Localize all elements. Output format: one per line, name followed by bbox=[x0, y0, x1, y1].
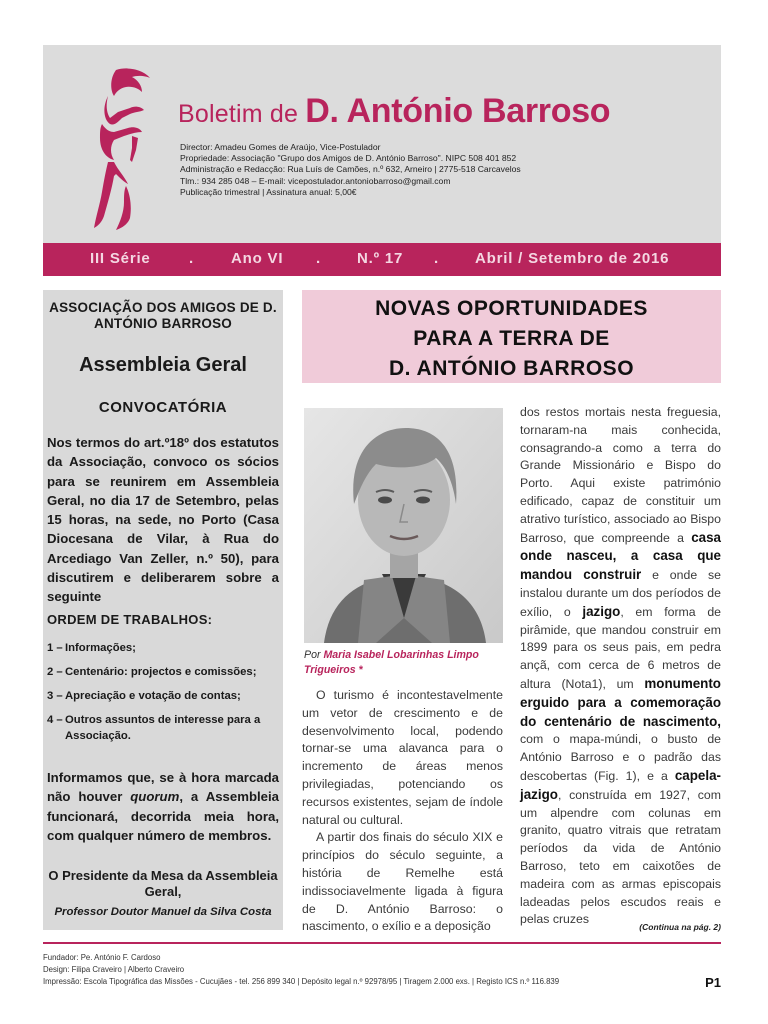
portrait-silhouette-logo bbox=[88, 66, 156, 232]
article-highlight: capela-jazigo bbox=[520, 767, 721, 802]
article-paragraph: O turismo é incontestavelmente um vetor de crescimento e de desenvolvimento local, podendo tornar-se uma alavanca para o incremento de áreas menos privilegiadas, potenciando os recursos existentes, sejam de índole natural ou cultural. bbox=[302, 688, 503, 827]
article-column-1 bbox=[302, 687, 503, 936]
info-subscription: Publicação trimestral | Assinatura anual: 5,00€ bbox=[180, 186, 357, 197]
article-paragraph bbox=[520, 404, 721, 929]
agenda-item-number: 3 – bbox=[47, 690, 63, 702]
byline-author: Maria Isabel Lobarinhas Limpo Trigueiros * bbox=[304, 649, 479, 676]
article-column-2 bbox=[520, 404, 721, 929]
band-year: Ano VI bbox=[231, 250, 284, 267]
footer-divider bbox=[43, 942, 721, 944]
headline-line: D. ANTÓNIO BARROSO bbox=[388, 357, 635, 380]
band-number: N.º 17 bbox=[357, 250, 404, 267]
page-number: P1 bbox=[705, 975, 721, 990]
band-separator: . bbox=[316, 250, 321, 267]
article-highlight: jazigo bbox=[582, 603, 621, 619]
president-title: O Presidente da Mesa da Assembleia Geral, bbox=[48, 868, 278, 899]
agenda-item-number: 2 – bbox=[47, 666, 63, 678]
byline-prefix: Por bbox=[304, 649, 324, 661]
notice-quorum: quorum bbox=[130, 789, 180, 805]
president-name: Professor Doutor Manuel da Silva Costa bbox=[54, 906, 272, 918]
band-period: Abril / Setembro de 2016 bbox=[475, 250, 670, 267]
article-highlight: casa onde nasceu, a casa que mandou construir bbox=[520, 529, 721, 583]
agenda-item-text: Outros assuntos de interesse para a bbox=[65, 714, 261, 726]
footer-printing: Impressão: Escola Tipográfica das Missões - Cucujães - tel. 256 899 340 | Depósito legal n.º 92978/95 | Tiragem 2.000 exs. | Registo ICS n.º 116.839 bbox=[43, 976, 560, 986]
agenda-item bbox=[47, 664, 279, 680]
footer-design: Design: Filipa Craveiro | Alberto Craveiro bbox=[43, 964, 185, 974]
quorum-notice bbox=[47, 768, 279, 845]
info-ownership: Propriedade: Associação "Grupo dos Amigos de D. António Barroso". NIPC 508 401 852 bbox=[180, 153, 517, 164]
band-series: III Série bbox=[90, 250, 151, 267]
notice-text-start: Informamos que, se à hora marcada não houver bbox=[47, 770, 279, 805]
headline-line: NOVAS OPORTUNIDADES bbox=[375, 297, 648, 320]
info-director: Director: Amadeu Gomes de Araújo, Vice-Postulador bbox=[180, 142, 381, 152]
convocation-text: Nos termos do art.º18º dos estatutos da Associação, convoco os sócios para se reunirem em Assembleia Geral, no dia 17 de Setembro, pelas 15 horas, na sede, no Porto (Casa Diocesana de Vilar, à Rua do Arcediago Van Zeller, n.º 50), para discutirem e deliberarem sobre a seguinte bbox=[47, 435, 279, 605]
agenda-item-continuation: Associação. bbox=[65, 730, 131, 742]
agenda-item bbox=[47, 688, 279, 704]
agenda-item-text: Informações; bbox=[65, 642, 136, 654]
band-separator: . bbox=[189, 250, 194, 267]
agenda-item-text: Apreciação e votação de contas; bbox=[65, 690, 241, 702]
article-text: dos restos mortais nesta freguesia, tornaram-na mais conhecida, consagrando-a como a terra do Grande Missionário e Bispo do Porto. Aqui existe património edificado, capaz de constituir um atrativo turístico, associado ao Bispo Barroso, que compreende a bbox=[520, 405, 721, 545]
agenda-heading: ORDEM DE TRABALHOS: bbox=[47, 612, 213, 627]
article-text: e onde se instalou durante um dos períodos de exílio, o bbox=[520, 568, 721, 619]
article-text: com o mapa-múndi, o busto de António Barroso e o padrão das descobertas (Fig. 1), e a bbox=[520, 732, 721, 783]
title-main: D. António Barroso bbox=[305, 92, 611, 130]
masthead-info bbox=[180, 142, 650, 198]
author-photo bbox=[304, 408, 503, 643]
continued-note: (Continua na pág. 2) bbox=[639, 922, 721, 932]
footer-credits bbox=[43, 952, 683, 987]
article-headline bbox=[302, 294, 721, 384]
agenda-item-text: Centenário: projectos e comissões; bbox=[65, 666, 257, 678]
assembly-heading: Assembleia Geral bbox=[79, 354, 247, 376]
agenda-item bbox=[47, 640, 279, 656]
article-text: , construída em 1927, com um alpendre com colunas em granito, quatro vitrais que retratam períodos da vida de António Barroso, teto em caixotões de madeira com as armas episcopais ladeadas pelos escudos reais e pelas cruzes bbox=[520, 787, 721, 927]
footer-founder: Fundador: Pe. António F. Cardoso bbox=[43, 953, 161, 962]
association-title: ASSOCIAÇÃO DOS AMIGOS DE D. ANTÓNIO BARROSO bbox=[49, 300, 277, 331]
headline-line: PARA A TERRA DE bbox=[413, 327, 610, 350]
band-separator: . bbox=[434, 250, 439, 267]
article-text: , em forma de pirâmide, que mandou construir em 1899 para os seus pais, em pedra ançã, com cerca de 6 metros de altura (Nota1), um bbox=[520, 604, 722, 691]
article-byline bbox=[304, 648, 504, 678]
agenda-item bbox=[47, 712, 279, 744]
agenda-item-number: 4 – bbox=[47, 714, 63, 726]
convocation-heading: CONVOCATÓRIA bbox=[98, 399, 228, 416]
title-prefix: Boletim de bbox=[178, 100, 306, 128]
info-contact: Tlm.: 934 285 048 – E-mail: vicepostulador.antoniobarroso@gmail.com bbox=[180, 175, 451, 186]
article-highlight: monumento erguido para a comemoração do centenário de nascimento, bbox=[520, 675, 721, 729]
newsletter-title bbox=[178, 92, 610, 131]
notice-text-end: , a Assembleia funcionará, decorrida meia hora, com qualquer número de membros. bbox=[47, 789, 279, 843]
agenda-item-number: 1 – bbox=[47, 642, 63, 654]
info-address: Administração e Redacção: Rua Luís de Camões, n.º 632, Arneiro | 2775-518 Carcavelos bbox=[180, 164, 521, 175]
article-paragraph: A partir dos finais do século XIX e princípios do século seguinte, a história de Remelhe está indissociavelmente ligada à figura de D. António Barroso: o nascimento, o exílio e a deposição bbox=[302, 830, 503, 934]
